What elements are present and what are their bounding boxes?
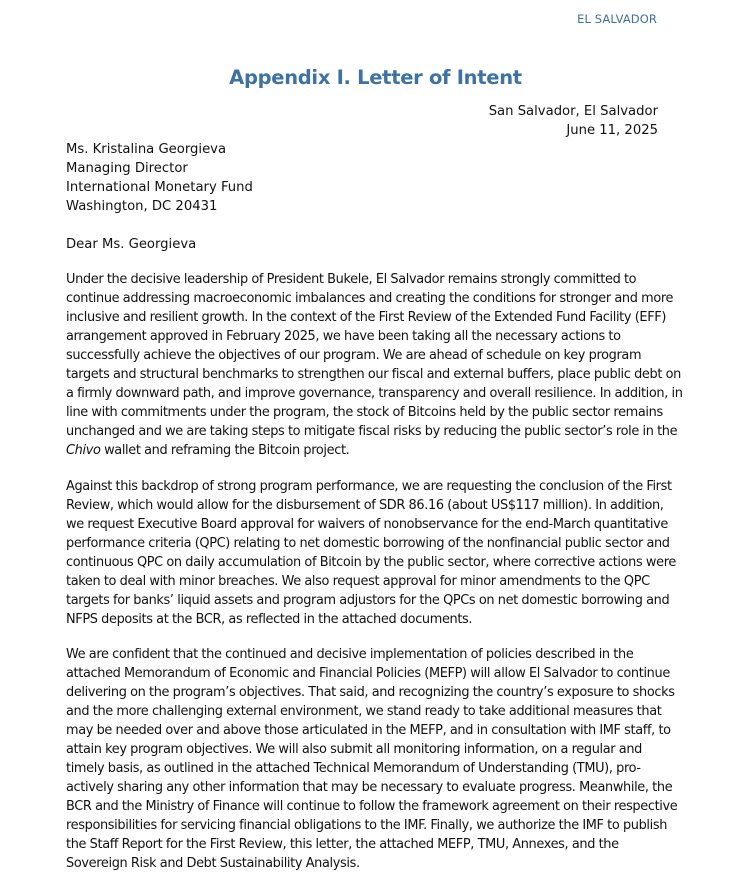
paragraph-line: continuous QPC on daily accumulation of Bitcoin by the public sector, where corrective actions were [66,555,676,570]
addressee-title: Managing Director [66,161,188,176]
paragraph-line: inclusive and resilient growth. In the context of the First Review of the Extended Fund Facility (EFF) [66,310,666,325]
date: June 11, 2025 [566,123,658,138]
addressee-name: Ms. Kristalina Georgieva [66,142,227,157]
paragraph-line: performance criteria (QPC) relating to net domestic borrowing of the nonfinancial public sector and [66,536,670,551]
paragraph-line: and the more challenging external environment, we stand ready to take additional measures that [66,704,662,719]
paragraph-line: targets for banks’ liquid assets and program adjustors for the QPCs on net domestic borrowing and [66,593,670,608]
paragraph-line: continue addressing macroeconomic imbalances and creating the conditions for stronger and more [66,291,674,306]
paragraph-line: Under the decisive leadership of President Bukele, El Salvador remains strongly committed to [66,272,637,287]
paragraph-line: Review, which would allow for the disbursement of SDR 86.16 (about US$117 million). In addition, [66,498,664,513]
paragraph-line: We are confident that the continued and decisive implementation of policies described in the [66,647,634,662]
paragraph-line: delivering on the program’s objectives. That said, and recognizing the country’s exposure to shocks [66,685,675,700]
paragraph-line: unchanged and we are taking steps to mitigate fiscal risks by reducing the public sector’s role in the [66,424,678,439]
chivo-italic: Chivo [66,443,101,458]
place: San Salvador, El Salvador [488,104,658,119]
addressee-organization: International Monetary Fund [66,180,253,195]
paragraph-line: BCR and the Ministry of Finance will continue to follow the framework agreement on their respective [66,799,678,814]
place-date-block [489,102,658,140]
paragraph-line: attached Memorandum of Economic and Financial Policies (MEFP) will allow El Salvador to continue [66,666,670,681]
paragraph-line: line with commitments under the program, the stock of Bitcoins held by the public sector remains [66,405,663,420]
paragraph-2 [66,477,676,629]
paragraph-line: taken to deal with minor breaches. We also request approval for minor amendments to the QPC [66,574,650,589]
paragraph-1 [66,270,683,460]
paragraph-line: may be needed over and above those articulated in the MEFP, and in consultation with IMF staff, to [66,723,671,738]
paragraph-line: targets and structural benchmarks to strengthen our fiscal and external buffers, place public debt on [66,367,681,382]
paragraph-line: attain key program objectives. We will also submit all monitoring information, on a regular and [66,742,643,757]
page-title: Appendix I. Letter of Intent [229,66,522,89]
paragraph-line: Sovereign Risk and Debt Sustainability Analysis. [66,856,360,871]
paragraph-line: a firmly downward path, and improve governance, transparency and overall resilience. In addition, in [66,386,683,401]
paragraph-line-rest: wallet and reframing the Bitcoin project. [100,443,350,458]
paragraph-line: we request Executive Board approval for waivers of nonobservance for the end-March quantitative [66,517,668,532]
paragraph-line: arrangement approved in February 2025, we have been taking all the necessary actions to [66,329,621,344]
salutation: Dear Ms. Georgieva [66,237,197,252]
paragraph-3 [66,645,678,873]
paragraph-line: Against this backdrop of strong program performance, we are requesting the conclusion of the First [66,479,672,494]
paragraph-line: timely basis, as outlined in the attached Technical Memorandum of Understanding (TMU), pro- [66,761,641,776]
addressee-block [66,140,253,216]
paragraph-line [66,441,666,460]
paragraph-line: responsibilities for servicing financial obligations to the IMF. Finally, we authorize the IMF to publish [66,818,668,833]
paragraph-line: actively sharing any other information that may be necessary to evaluate progress. Meanwhile, the [66,780,673,795]
addressee-address: Washington, DC 20431 [66,199,218,214]
paragraph-line: the Staff Report for the First Review, this letter, the attached MEFP, TMU, Annexes, and the [66,837,619,852]
running-head: EL SALVADOR [577,12,657,26]
paragraph-line: successfully achieve the objectives of our program. We are ahead of schedule on key program [66,348,642,363]
paragraph-line: NFPS deposits at the BCR, as reflected in the attached documents. [66,612,473,627]
